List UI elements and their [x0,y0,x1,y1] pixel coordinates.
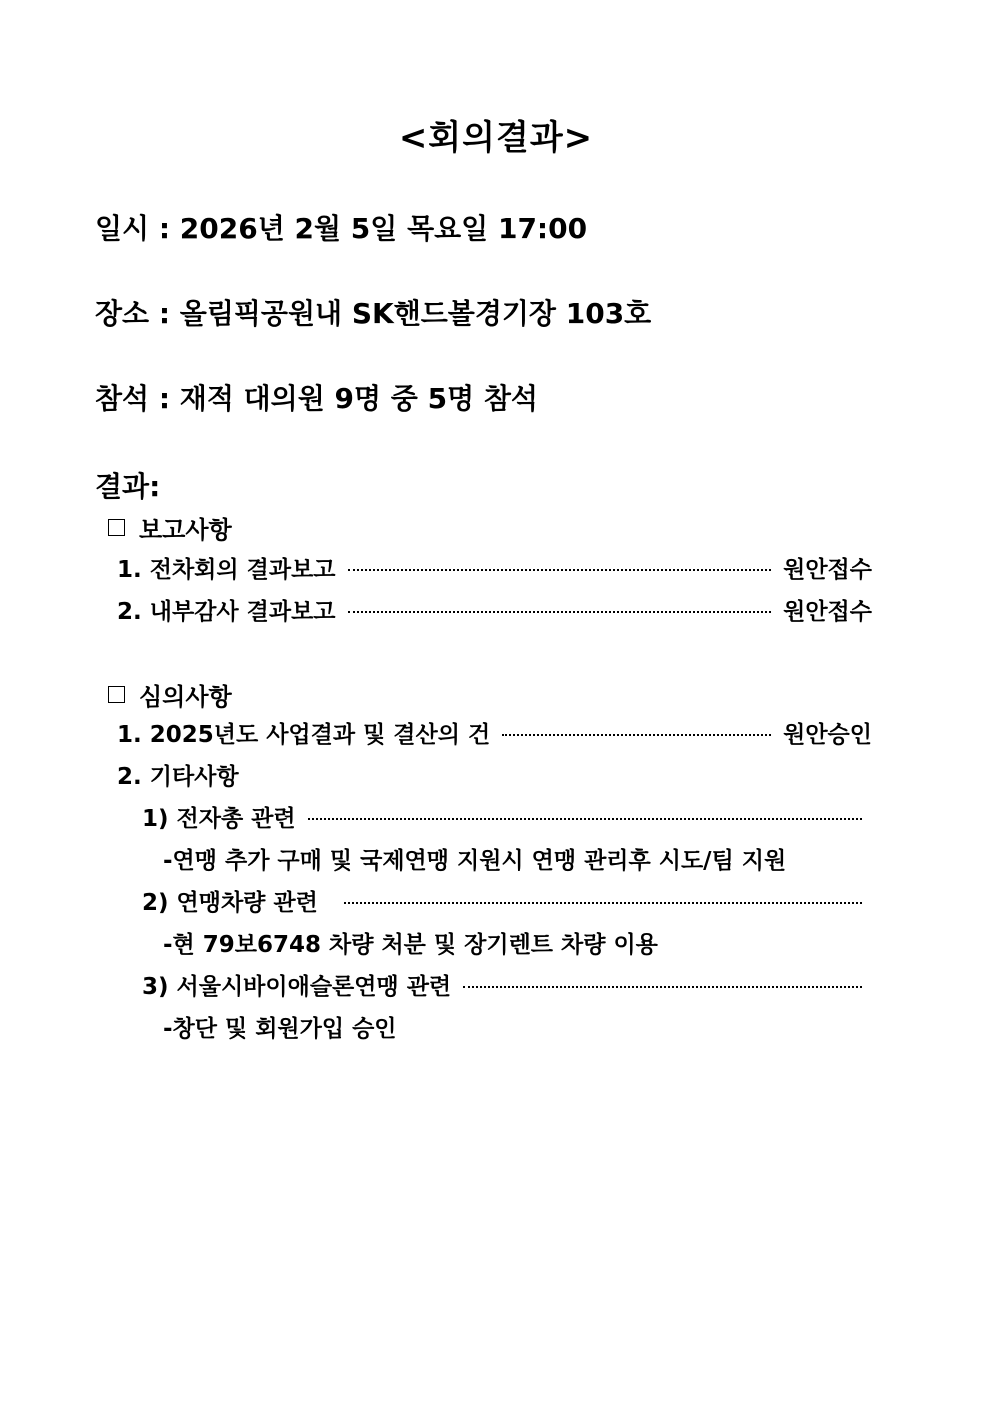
dotted-leader [463,986,862,988]
deliberation-item-label: 2. 기타사항 [117,764,239,790]
meeting-attendance: 참석 : 재적 대의원 9명 중 5명 참석 [95,382,538,415]
report-heading-label: 보고사항 [139,516,232,544]
sub-item-detail: -현 79보6748 차량 처분 및 장기렌트 차량 이용 [163,932,658,958]
sub-item [142,968,874,1001]
report-item-result: 원안접수 [783,557,872,583]
checkbox-icon [108,519,125,536]
checkbox-icon [108,686,125,703]
results-heading: 결과: [95,470,161,503]
sub-item [142,800,874,833]
report-item [117,551,872,584]
report-item-label: 1. 전차회의 결과보고 [117,557,336,583]
deliberation-item-label: 1. 2025년도 사업결과 및 결산의 건 [117,722,491,748]
deliberation-section-heading [108,677,232,712]
document-title: <회의결과> [398,118,594,158]
sub-item [142,884,874,917]
report-item [117,593,872,626]
report-item-label: 2. 내부감사 결과보고 [117,599,336,625]
deliberation-item-result: 원안승인 [783,722,872,748]
sub-item-label: 3) 서울시바이애슬론연맹 관련 [142,974,452,1000]
deliberation-item [117,716,872,749]
report-section-heading [108,510,232,545]
deliberation-item [117,758,239,791]
sub-item-detail: -창단 및 회원가입 승인 [163,1016,397,1042]
meeting-place: 장소 : 올림픽공원내 SK핸드볼경기장 103호 [95,297,652,330]
deliberation-heading-label: 심의사항 [139,683,232,711]
report-item-result: 원안접수 [783,599,872,625]
dotted-leader [348,569,772,571]
meeting-date: 일시 : 2026년 2월 5일 목요일 17:00 [95,212,588,245]
dotted-leader [502,734,771,736]
dotted-leader [348,611,772,613]
sub-item-label: 2) 연맹차량 관련 [142,890,318,916]
dotted-leader [344,902,862,904]
sub-item-detail: -연맹 추가 구매 및 국제연맹 지원시 연맹 관리후 시도/팀 지원 [163,848,787,874]
dotted-leader [308,818,862,820]
sub-item-label: 1) 전자총 관련 [142,806,296,832]
